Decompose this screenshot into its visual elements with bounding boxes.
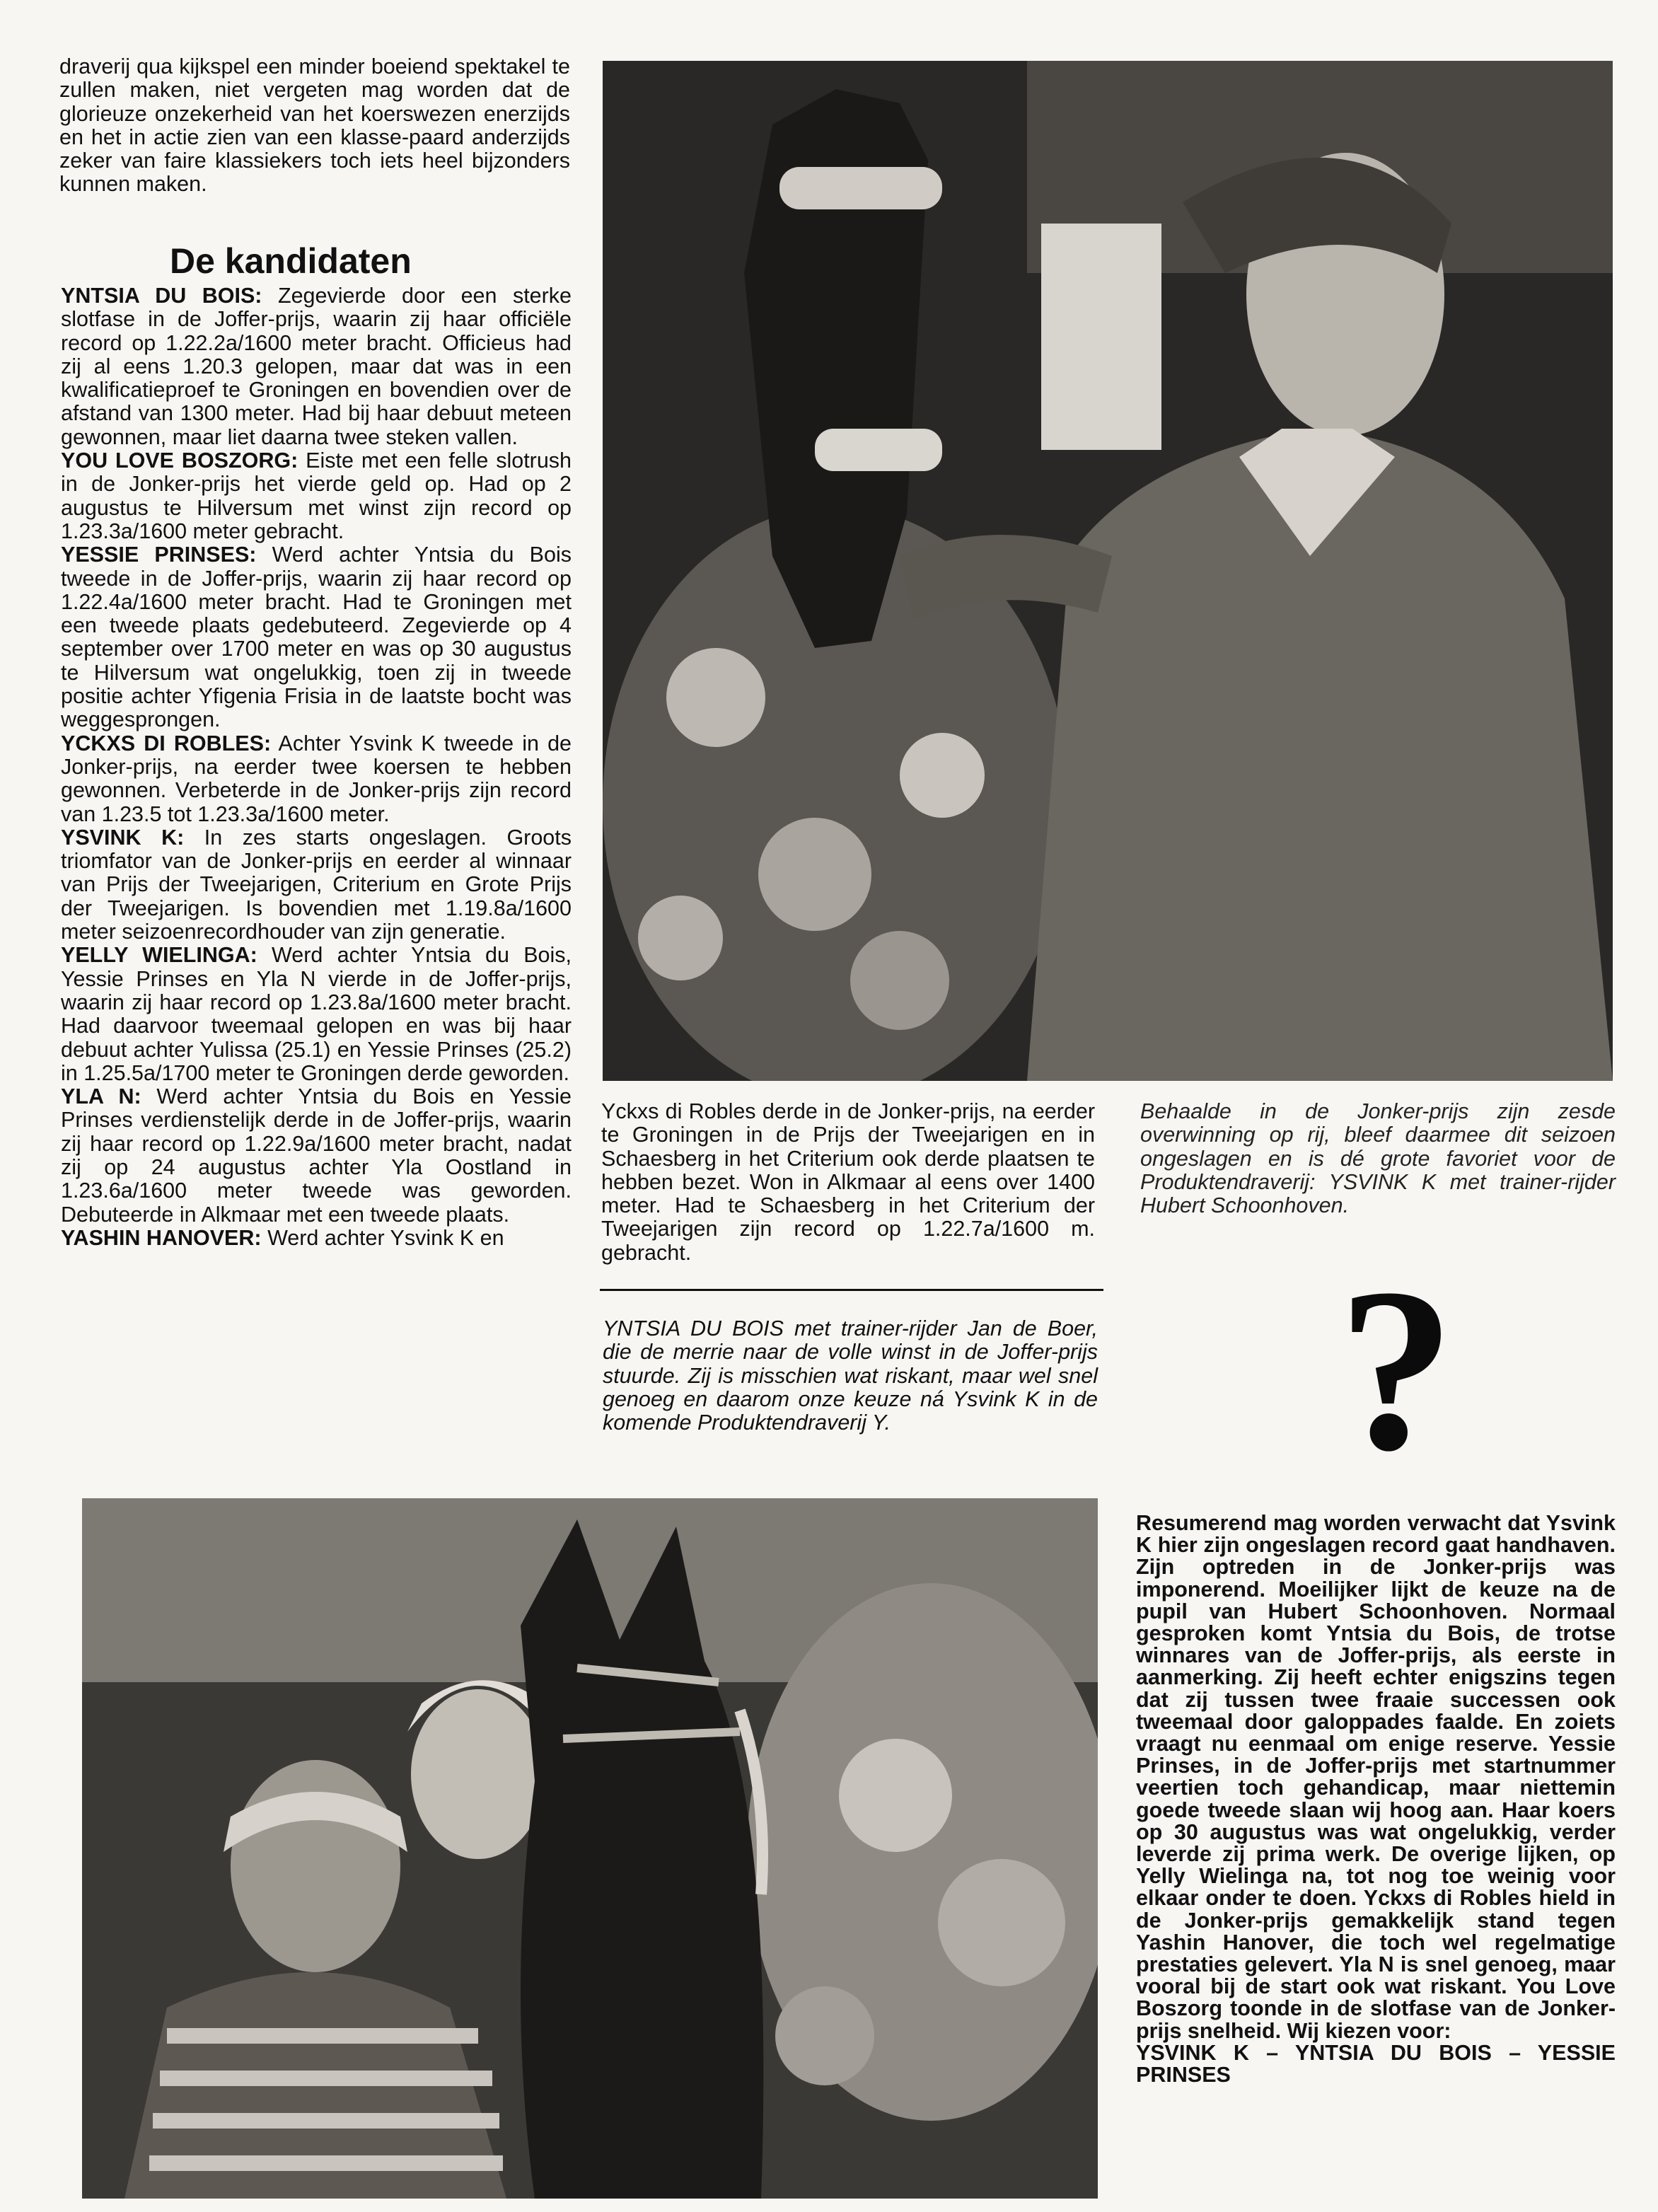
divider-rule bbox=[600, 1289, 1103, 1291]
candidate-text: Achter Ysvink K tweede in de Jonker-prijs, na eerder twee koersen te hebben gewonnen. Verbeterde in de Jonker-prijs zijn record van 1.23.5 tot 1.23.3a/1600 meter. bbox=[61, 731, 572, 826]
candidate-text: Werd achter Yntsia du Bois en Yessie Prinses verdienstelijk derde in de Joffer-prijs, waarin zij haar record op 1.22.9a/1600 meter bracht, nadat zij op 24 augustus achter Yla Oostland in 1.23.6a/1600 meter tweede was geworden. Debuteerde in Alkmaar met een tweede plaats. bbox=[61, 1084, 572, 1227]
candidate-name: YESSIE PRINSES: bbox=[61, 543, 257, 567]
candidate-text: In zes starts ongeslagen. Groots triomfator van de Jonker-prijs en eerder al winnaar van Prijs der Tweejarigen, Criterium en Grote Prijs der Tweejarigen. Is bovendien met 1.19.8a/1600 meter seizoenrecordhouder van zijn generatie. bbox=[61, 825, 572, 944]
photo-ysvink-k-illustration bbox=[603, 61, 1613, 1081]
summary-picks: YSVINK K – YNTSIA DU BOIS – YESSIE PRINSES bbox=[1136, 2040, 1616, 2087]
candidate-name: YELLY WIELINGA: bbox=[61, 943, 257, 968]
lead-paragraph bbox=[59, 55, 570, 197]
candidate-entry bbox=[61, 826, 572, 944]
candidate-name: YLA N: bbox=[61, 1084, 141, 1109]
question-mark-icon: ? bbox=[1338, 1241, 1455, 1499]
candidate-name: YASHIN HANOVER: bbox=[61, 1225, 262, 1250]
candidate-text: Zegevierde door een sterke slotfase in de Joffer-prijs, waarin zij haar officiële record op 1.22.2a/1600 meter bracht. Officieus had zij al eens 1.20.3 gelopen, maar dat was in een kwalificatieproef te Groningen en bovendien over de afstand van 1300 meter. Had bij haar debuut meteen gewonnen, maar liet daarna twee steken vallen. bbox=[61, 284, 572, 449]
caption-yntsia-du-bois: YNTSIA DU BOIS met trainer-rijder Jan de Boer, die de merrie naar de volle winst in de Joffer-prijs stuurde. Zij is misschien wat riskant, maar wel snel genoeg en daarom onze keuze ná Ysvink K in de komende Produktendraverij Y. bbox=[603, 1316, 1098, 1435]
caption-ysvink-k: Behaalde in de Jonker-prijs zijn zesde overwinning op rij, bleef daarmee dit seizoen ongeslagen en is dé grote favoriet voor de Produktendraverij: YSVINK K met trainer-rijder Hubert Schoonhoven. bbox=[1140, 1099, 1616, 1218]
candidate-entry bbox=[61, 732, 572, 826]
photo-yntsia-du-bois-illustration bbox=[82, 1498, 1098, 2199]
candidate-text: Eiste met een felle slotrush in de Jonker-prijs het vierde geld op. Had op 2 augustus te Hilversum met winst zijn record op 1.23.3a/1600 meter gebracht. bbox=[61, 448, 572, 543]
candidate-entry bbox=[61, 449, 572, 543]
candidate-name: YNTSIA DU BOIS: bbox=[61, 284, 262, 308]
candidate-text: Werd achter Ysvink K en bbox=[261, 1225, 504, 1250]
candidate-entry bbox=[61, 1227, 572, 1250]
photo-ysvink-k bbox=[603, 61, 1613, 1081]
candidate-entry bbox=[61, 1085, 572, 1227]
summary-text: Resumerend mag worden verwacht dat Ysvink K hier zijn ongeslagen record gaat handhaven. Zijn optreden in de Jonker-prijs was imponerend. Moeilijker lijkt de keuze na de pupil van Hubert Schoonhoven. Normaal gesproken komt Yntsia du Bois, de trotse winnares van de Joffer-prijs, als eerste in aanmerking. Zij heeft echter enigszins tegen dat zij tussen twee fraaie successen ook tweemaal door galoppades faalde. En zoiets vraagt nu eenmaal om enige reserve. Yessie Prinses, in de Joffer-prijs met startnummer veertien toch gehandicap, maar niettemin goede tweede slaan wij hoog aan. Haar koers op 30 augustus was wat ongelukkig, verder leverde zij prima werk. De overige lijken, op Yelly Wielinga na, tot nog toe weinig voor elkaar onder te doen. Yckxs di Robles hield in de Jonker-prijs gemakkelijk stand tegen Yashin Hanover, die toch wel regelmatige prestaties gelevert. Yla N is snel genoeg, maar vooral bij de start ook wat riskant. You Love Boszorg toonde in de slotfase van de Jonker-prijs snelheid. Wij kiezen voor: bbox=[1136, 1511, 1616, 2043]
candidate-text: Werd achter Yntsia du Bois, Yessie Prinses en Yla N vierde in de Joffer-prijs, waarin zij haar record op 1.23.8a/1600 meter bracht. Had daarvoor tweemaal gelopen en was bij haar debuut achter Yulissa (25.1) en Yessie Prinses (25.2) in 1.25.5a/1700 meter te Groningen derde geworden. bbox=[61, 943, 572, 1085]
candidate-name: YCKXS DI ROBLES: bbox=[61, 731, 272, 755]
summary-paragraph bbox=[1136, 1512, 1616, 2086]
candidate-name: YOU LOVE BOSZORG: bbox=[61, 448, 298, 473]
candidate-entry bbox=[61, 543, 572, 731]
candidates-list bbox=[61, 284, 572, 1250]
candidate-text: Werd achter Yntsia du Bois tweede in de Joffer-prijs, waarin zij haar record op 1.22.4a/1600 meter bracht. Had te Groningen met een tweede plaats gedebuteerd. Zegevierde op 4 september over 1700 meter en was op 30 augustus te Hilversum wat ongelukkig, toen zij in tweede positie achter Yfigenia Frisia in de laatste bocht was weggesprongen. bbox=[61, 543, 572, 732]
caption-yckxs-di-robles: Yckxs di Robles derde in de Jonker-prijs, na eerder te Groningen in de Prijs der Tweejarigen en in Schaesberg in het Criterium ook derde plaatsen te hebben bezet. Won in Alkmaar al eens over 1400 meter. Had te Schaesberg in het Criterium der Tweejarigen zijn record op 1.22.7a/1600 m. gebracht. bbox=[601, 1099, 1095, 1265]
candidate-entry bbox=[61, 284, 572, 449]
photo-yntsia-du-bois bbox=[82, 1498, 1098, 2199]
candidate-entry bbox=[61, 944, 572, 1085]
lead-text: draverij qua kijkspel een minder boeiend spektakel te zullen maken, niet vergeten mag worden dat de glorieuze onzekerheid van het koerswezen enerzijds en het in actie zien van een klasse-paard anderzijds zeker van faire klassiekers toch iets heel bijzonders kunnen maken. bbox=[59, 54, 570, 197]
candidate-name: YSVINK K: bbox=[61, 825, 185, 850]
section-heading: De kandidaten bbox=[170, 241, 412, 281]
